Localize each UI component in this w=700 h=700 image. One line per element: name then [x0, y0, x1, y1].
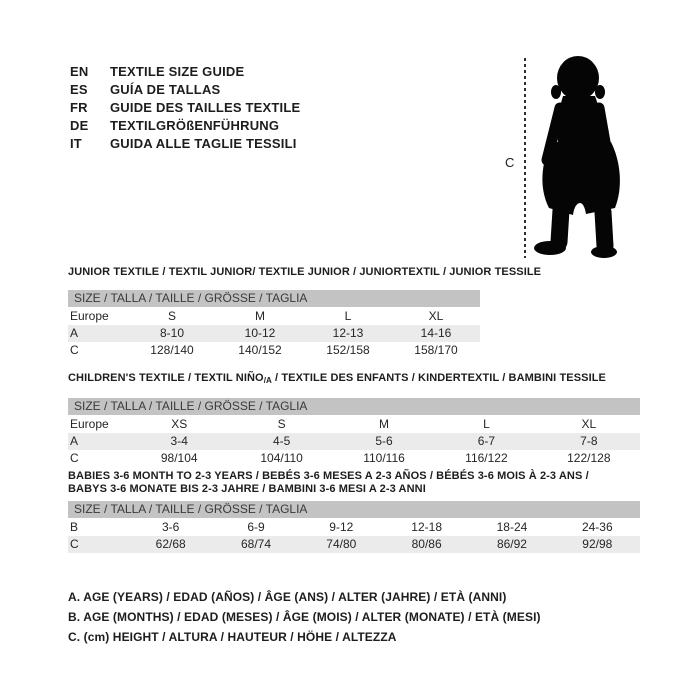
row-label: C: [70, 343, 79, 357]
height-cell: 92/98: [582, 537, 613, 551]
height-cell: 140/152: [238, 343, 282, 357]
table-row-age-months: [68, 519, 640, 536]
language-title: TEXTILE SIZE GUIDE: [110, 63, 245, 79]
legend-line-c: C. (cm) HEIGHT / ALTURA / HAUTEUR / HÖHE / ALTEZZA: [68, 630, 397, 644]
age-cell: 6-7: [477, 434, 496, 448]
height-cell: 86/92: [496, 537, 527, 551]
row-label: C: [70, 537, 79, 551]
table-title: [68, 470, 640, 496]
height-cell: 110/116: [363, 451, 405, 465]
language-code: IT: [70, 135, 82, 151]
height-cell: 80/86: [411, 537, 442, 551]
row-label: A: [70, 434, 79, 448]
height-cell: 158/170: [414, 343, 458, 357]
table-title-text: CHILDREN'S TEXTILE / TEXTIL NIÑO: [68, 372, 264, 384]
size-header-bar: SIZE / TALLA / TAILLE / GRÖSSE / TAGLIA: [68, 290, 480, 307]
age-cell: 3-6: [161, 520, 180, 534]
table-title: [68, 372, 640, 387]
language-code: EN: [70, 63, 89, 79]
toddler-silhouette-icon: [533, 54, 633, 260]
table-row-height: [68, 342, 480, 359]
row-label: B: [70, 520, 79, 534]
table-title-line2: BABYS 3-6 MONATE BIS 2-3 JAHRE / BAMBINI 3-6 MESI A 2-3 ANNI: [68, 483, 426, 495]
age-cell: 14-16: [420, 326, 452, 340]
table-title-subscript: /A: [263, 376, 272, 385]
table-row-europe: [68, 416, 640, 433]
row-label: A: [70, 326, 79, 340]
language-code: FR: [70, 99, 88, 115]
language-row-de: [70, 116, 300, 134]
language-title: GUIDA ALLE TAGLIE TESSILI: [110, 135, 297, 151]
row-label: Europe: [70, 309, 109, 323]
height-cell: 74/80: [326, 537, 357, 551]
height-cell: 116/122: [465, 451, 508, 465]
height-cell: 152/158: [326, 343, 370, 357]
height-cell: 104/110: [260, 451, 303, 465]
table-row-height: [68, 450, 640, 467]
age-cell: 5-6: [375, 434, 393, 448]
age-cell: 7-8: [580, 434, 598, 448]
age-cell: 3-4: [170, 434, 188, 448]
size-cell: S: [277, 417, 286, 431]
legend-line-a: A. AGE (YEARS) / EDAD (AÑOS) / ÂGE (ANS) / ALTER (JAHRE) / ETÀ (ANNI): [68, 590, 507, 604]
size-cell: L: [483, 417, 490, 431]
table-row-europe: [68, 308, 480, 325]
age-cell: 4-5: [272, 434, 291, 448]
height-cell: 68/74: [240, 537, 271, 551]
age-cell: 9-12: [329, 520, 354, 534]
language-row-fr: [70, 98, 300, 116]
height-measure-label: C: [505, 155, 515, 170]
size-cell: M: [255, 309, 265, 323]
size-cell: L: [344, 309, 352, 323]
age-cell: 8-10: [159, 326, 185, 340]
language-row-es: [70, 80, 300, 98]
legend: [68, 587, 541, 647]
row-label: Europe: [70, 417, 109, 431]
height-measure-dashed-line: [524, 58, 526, 258]
size-cell: M: [379, 417, 390, 431]
table-row-height: [68, 536, 640, 553]
language-code: DE: [70, 117, 89, 133]
language-title: TEXTILGRÖßENFÜHRUNG: [110, 117, 280, 133]
size-header-bar: SIZE / TALLA / TAILLE / GRÖSSE / TAGLIA: [68, 398, 640, 415]
height-cell: 62/68: [155, 537, 186, 551]
size-header-bar: SIZE / TALLA / TAILLE / GRÖSSE / TAGLIA: [68, 501, 640, 518]
size-cell: XL: [581, 417, 597, 431]
size-cell: XS: [171, 417, 188, 431]
table-title: JUNIOR TEXTILE / TEXTIL JUNIOR/ TEXTILE JUNIOR / JUNIORTEXTIL / JUNIOR TESSILE: [68, 266, 542, 278]
height-cell: 98/104: [160, 451, 198, 465]
table-row-age: [68, 325, 480, 342]
language-code: ES: [70, 81, 88, 97]
table-title-text: / TEXTILE DES ENFANTS / KINDERTEXTIL / BAMBINI TESSILE: [271, 372, 606, 384]
height-cell: 128/140: [150, 343, 194, 357]
age-cell: 18-24: [496, 520, 528, 534]
language-row-en: [70, 62, 300, 80]
babies-textile-table: [68, 470, 640, 553]
table-row-age: [68, 433, 640, 450]
table-title-line1: BABIES 3-6 MONTH TO 2-3 YEARS / BEBÉS 3-6 MESES A 2-3 AÑOS / BÉBÉS 3-6 MOIS À 2-3 ANS /: [68, 470, 589, 482]
size-cell: XL: [428, 309, 444, 323]
language-title: GUIDE DES TAILLES TEXTILE: [110, 99, 301, 115]
row-label: C: [70, 451, 79, 465]
height-cell: 122/128: [567, 451, 611, 465]
junior-textile-table: [68, 266, 542, 359]
age-cell: 12-18: [411, 520, 442, 534]
language-title: GUÍA DE TALLAS: [110, 81, 221, 97]
legend-line-b: B. AGE (MONTHS) / EDAD (MESES) / ÂGE (MOIS) / ALTER (MONATE) / ETÀ (MESI): [68, 610, 541, 624]
age-cell: 6-9: [247, 520, 265, 534]
age-cell: 10-12: [244, 326, 276, 340]
age-cell: 12-13: [332, 326, 364, 340]
language-list: [70, 62, 300, 152]
childrens-textile-table: [68, 372, 640, 467]
age-cell: 24-36: [581, 520, 613, 534]
size-cell: S: [167, 309, 176, 323]
language-row-it: [70, 134, 300, 152]
